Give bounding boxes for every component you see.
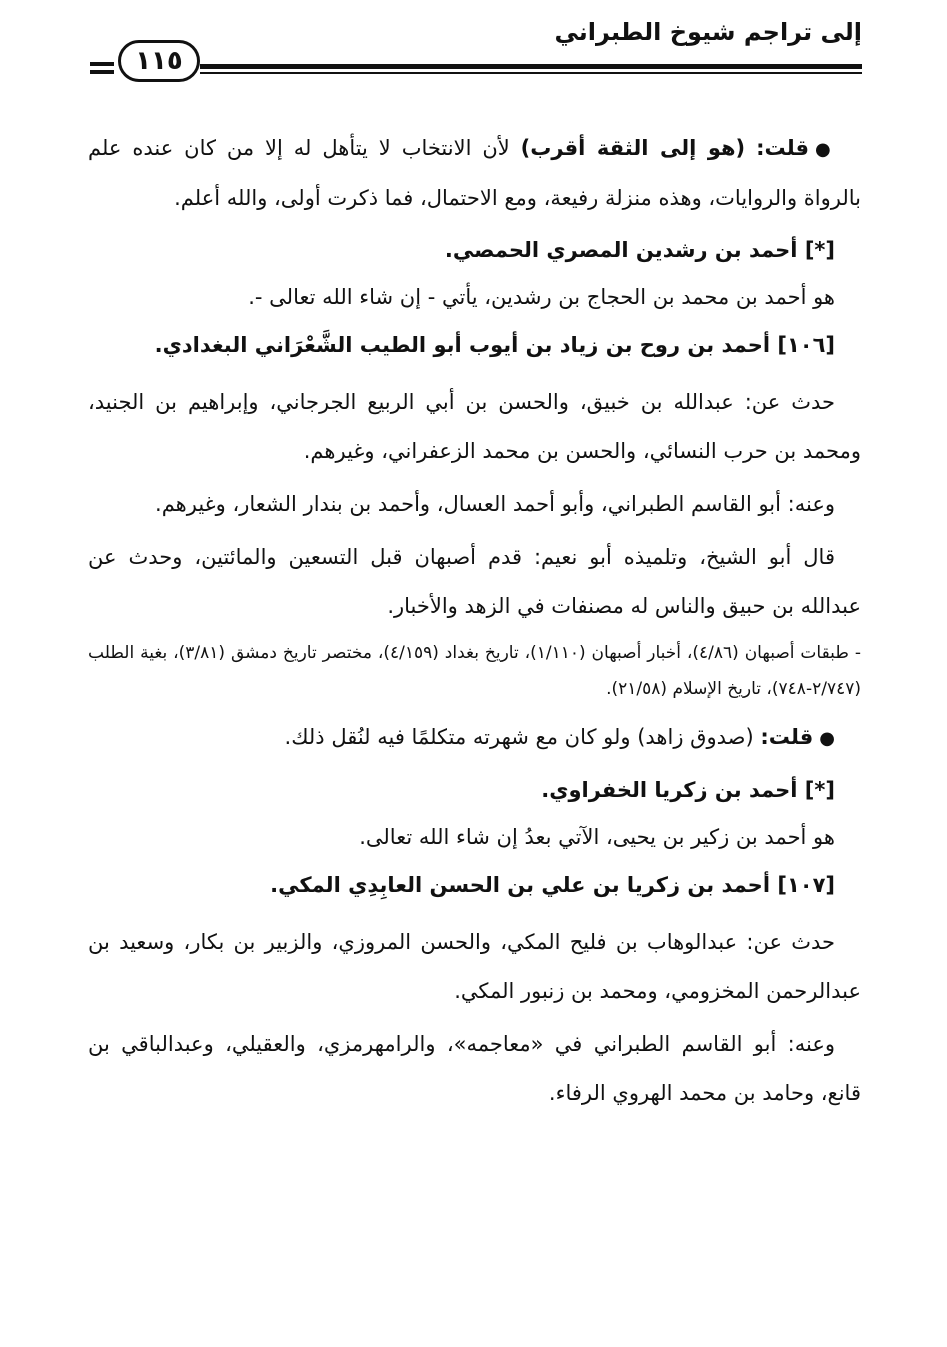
paragraph-narrators-106: وعنه: أبو القاسم الطبراني، وأبو أحمد العسال، وأحمد بن بندار الشعار، وغيرهم.: [155, 492, 835, 516]
bullet-icon: ●: [819, 728, 835, 749]
source-note-106: [88, 635, 861, 707]
comment-verdict: (هو إلى الثقة أقرب): [520, 136, 746, 160]
paragraph-cross-ref-1: هو أحمد بن محمد بن الحجاج بن رشدين، يأتي - إن شاء الله تعالى -.: [248, 285, 835, 309]
entry-heading-cross-ref-2: [*] أحمد بن زكريا الخفراوي.: [541, 778, 835, 802]
comment-lead: قلت:: [756, 136, 810, 160]
header-rule-thick: [200, 64, 862, 69]
running-title: إلى تراجم شيوخ الطبراني: [554, 18, 862, 46]
entry-heading-107: [١٠٧] أحمد بن زكريا بن علي بن الحسن العابِدِي المكي.: [270, 873, 835, 897]
page-body: [88, 124, 861, 1118]
paragraph-comment-1: [88, 124, 861, 223]
paragraph-narrated-from-107: حدث عن: عبدالوهاب بن فليح المكي، والحسن المروزي، والزبير بن بكار، وسعيد بن عبدالرحمن المخزومي، ومحمد بن زنبور المكي.: [88, 930, 861, 1003]
header-rule-thin: [200, 72, 862, 74]
paragraph-cross-ref-2: هو أحمد بن زكير بن يحيى، الآتي بعدُ إن شاء الله تعالى.: [359, 825, 835, 849]
page-number: ١١٥: [118, 40, 200, 82]
entry-heading-cross-ref-1: [*] أحمد بن رشدين المصري الحمصي.: [444, 238, 835, 262]
entry-heading-106: [١٠٦] أحمد بن روح بن زياد بن أيوب أبو الطيب الشَّعْرَاني البغدادي.: [154, 333, 835, 357]
source-note-text: طبقات أصبهان (٤/٨٦)، أخبار أصبهان (١/١١٠)، تاريخ بغداد (٤/١٥٩)، مختصر تاريخ دمشق (٣/٨١)، بغية الطلب (٢/٧٤٧-٧٤٨)، تاريخ الإسلام (٢١/٥٨).: [88, 643, 861, 699]
comment-lead: قلت:: [760, 725, 814, 749]
note-dash: -: [854, 643, 861, 663]
comment-text: (صدوق زاهد) ولو كان مع شهرته متكلمًا فيه لنُقل ذلك.: [284, 725, 754, 749]
page-number-dash-top: [90, 62, 114, 66]
paragraph-comment-2: [88, 713, 861, 763]
paragraph-biography-106: قال أبو الشيخ، وتلميذه أبو نعيم: قدم أصبهان قبل التسعين والمائتين، وحدث عن عبدالله بن حبيق والناس له مصنفات في الزهد والأخبار.: [88, 545, 861, 618]
page-number-dash-bottom: [90, 70, 114, 74]
comment-text: لأن الانتخاب لا يتأهل له إلا من كان عنده علم بالرواة والروايات، وهذه منزلة رفيعة، ومع الاحتمال، فما ذكرت أولى، والله أعلم.: [88, 136, 861, 210]
paragraph-narrators-107: وعنه: أبو القاسم الطبراني في «معاجمه»، والرامهرمزي، والعقيلي، وعبدالباقي بن قانع، وحامد بن محمد الهروي الرفاء.: [88, 1032, 861, 1105]
paragraph-narrated-from-106: حدث عن: عبدالله بن خبيق، والحسن بن أبي الربيع الجرجاني، وإبراهيم بن الجنيد، ومحمد بن حرب النسائي، والحسن بن محمد الزعفراني، وغيرهم.: [88, 390, 861, 463]
bullet-icon: ●: [815, 139, 835, 160]
